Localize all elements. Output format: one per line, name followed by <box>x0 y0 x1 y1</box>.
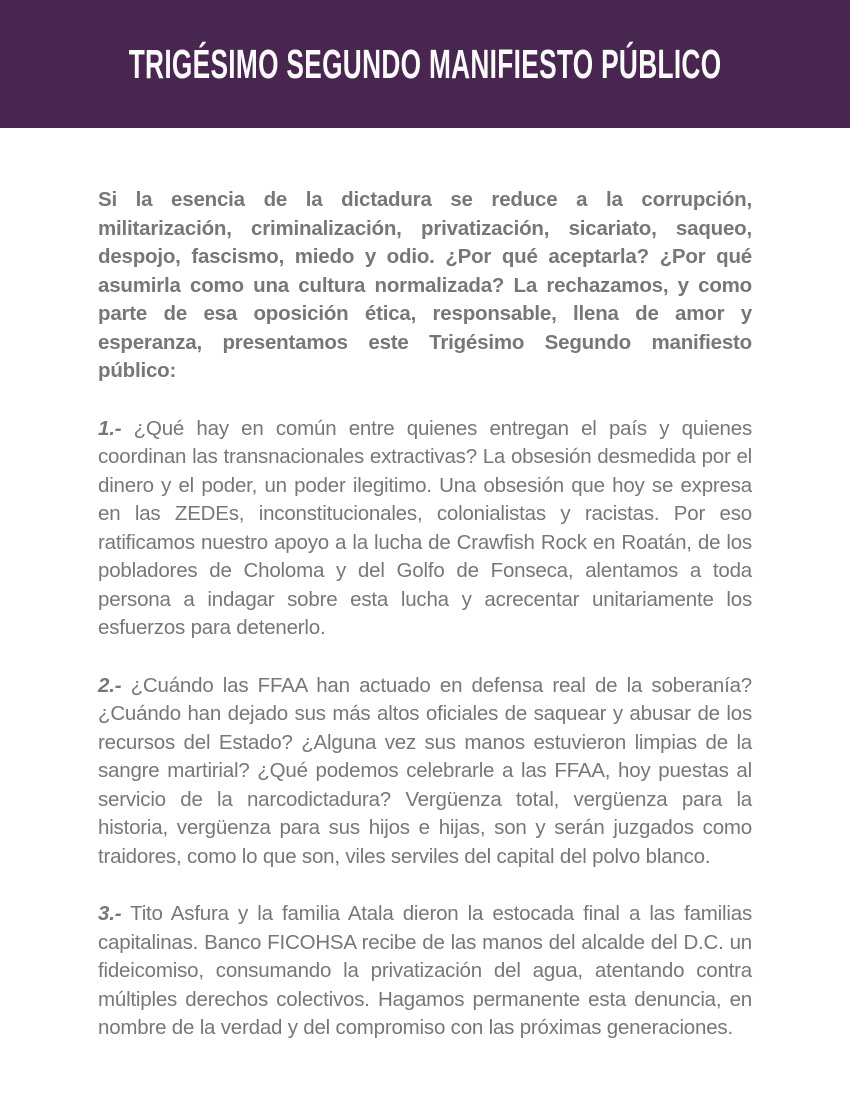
point-3-number: 3.- <box>98 902 122 925</box>
point-2-text: ¿Cuándo las FFAA han actuado en defensa real de la soberanía? ¿Cuándo han dejado sus más altos oficiales de saquear y abusar de los recursos del Estado? ¿Alguna vez sus manos estuvieron limpias de la sangre martirial? ¿Qué podemos celebrarle a las FFAA, hoy puestas al servicio de la narcodictadura? Vergüenza total, vergüenza para la historia, vergüenza para sus hijos e hijas, son y serán juzgados como traidores, como lo que son, viles serviles del capital del polvo blanco. <box>98 673 753 868</box>
page-title: TRIGÉSIMO SEGUNDO MANIFIESTO PÚBLICO <box>128 40 722 87</box>
intro-paragraph: Si la esencia de la dictadura se reduce a la corrupción, militarización, criminalización, privatización, sicariato, saqueo, despojo, fascismo, miedo y odio. ¿Por qué aceptarla? ¿Por qué asumirla como una cultura normalizada? La rechazamos, y como parte de esa oposición ética, responsable, llena de amor y esperanza, presentamos este Trigésimo Segundo manifiesto público: <box>98 188 752 382</box>
manifesto-point-3 <box>98 900 752 1043</box>
manifesto-point-2 <box>98 672 752 872</box>
header-banner <box>0 0 850 128</box>
point-1-text: ¿Qué hay en común entre quienes entregan el país y quienes coordinan las transnacionales extractivas? La obsesión desmedida por el dinero y el poder, un poder ilegitimo. Una obsesión que hoy se expresa en las ZEDEs, inconstitucionales, colonialistas y racistas. Por eso ratificamos nuestro apoyo a la lucha de Crawfish Rock en Roatán, de los pobladores de Choloma y del Golfo de Fonseca, alentamos a toda persona a indagar sobre esta lucha y acrecentar unitariamente los esfuerzos para detenerlo. <box>98 416 752 639</box>
point-1-number: 1.- <box>98 416 122 440</box>
document-body <box>0 128 850 1043</box>
manifesto-point-1 <box>98 415 752 643</box>
point-2-number: 2.- <box>98 673 122 697</box>
point-3-text: Tito Asfura y la familia Atala dieron la estocada final a las familias capitalinas. Banco FICOHSA recibe de las manos del alcalde del D.C. un fideicomiso, consumando la privatización del agua, atentando contra múltiples derechos colectivos. Hagamos permanente esta denuncia, en nombre de la verdad y del compromiso con las próximas generaciones. <box>98 902 752 1039</box>
